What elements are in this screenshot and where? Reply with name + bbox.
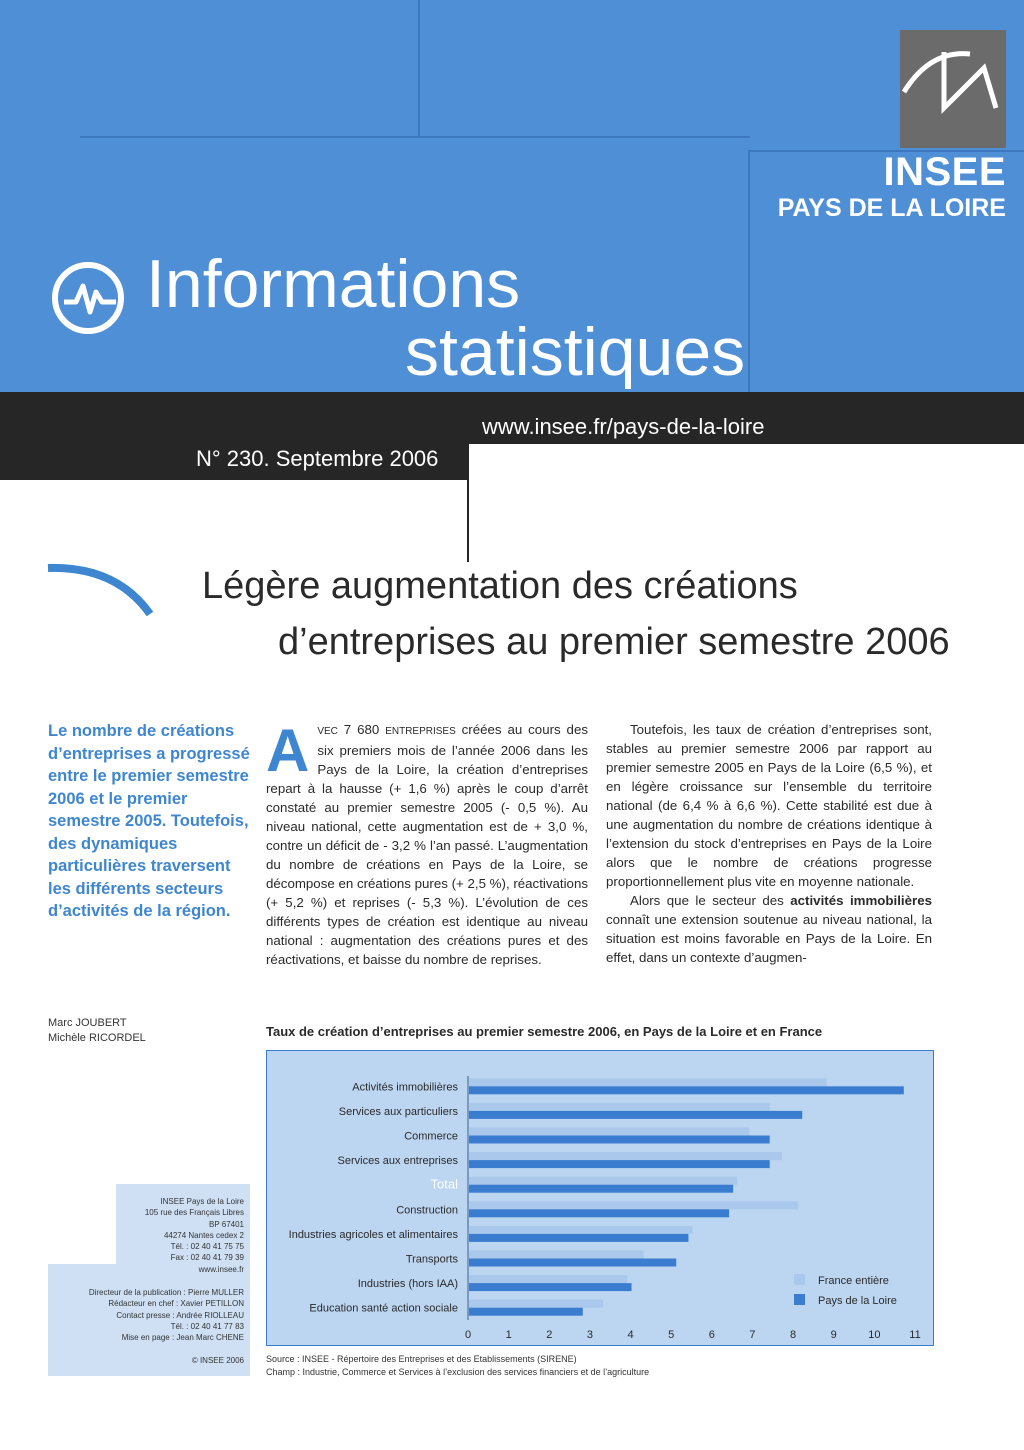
bar-france <box>469 1275 627 1283</box>
authors <box>48 1016 146 1046</box>
bar-pays-de-la-loire <box>469 1308 583 1316</box>
header-fold-line <box>748 150 750 392</box>
bold-term: activités immobilières <box>790 893 932 908</box>
x-tick-label: 7 <box>749 1329 756 1341</box>
category-label: Education santé action sociale <box>309 1302 458 1315</box>
body-text: Alors que le secteur des <box>630 893 791 908</box>
paragraph <box>606 891 932 967</box>
category-label: Activités immobilières <box>352 1081 458 1094</box>
address-block <box>145 1196 244 1275</box>
legend-label: France entière <box>818 1275 889 1287</box>
legend-label: Pays de la Loire <box>818 1295 897 1307</box>
category-label: Services aux entreprises <box>337 1155 458 1168</box>
bar-pays-de-la-loire <box>469 1136 770 1144</box>
category-label: Industries (hors IAA) <box>357 1278 458 1291</box>
body-text: connaît une extension soutenue au niveau national, la situation est moins favorable en Pays de la Loire. En effet, dans un contexte d’augmen- <box>606 912 932 965</box>
x-tick-label: 2 <box>546 1329 553 1341</box>
x-tick-label: 1 <box>505 1329 512 1341</box>
bar-france <box>469 1103 770 1111</box>
bar-pays-de-la-loire <box>469 1283 632 1291</box>
drop-cap: A <box>266 717 310 784</box>
category-label: Total <box>430 1176 458 1192</box>
chart-title: Taux de création d’entreprises au premier semestre 2006, en Pays de la Loire et en France <box>266 1024 823 1039</box>
x-tick-label: 4 <box>627 1329 634 1341</box>
bar-france <box>469 1152 782 1160</box>
author: Marc JOUBERT <box>48 1017 127 1029</box>
body-text: 7 680 <box>337 722 386 737</box>
category-label: Industries agricoles et alimentaires <box>288 1228 458 1241</box>
bar-pays-de-la-loire <box>469 1259 676 1267</box>
org-name: INSEE <box>883 150 1006 194</box>
insee-logo-icon <box>900 30 1006 148</box>
x-tick-label: 8 <box>790 1329 797 1341</box>
address-line: 105 rue des Français Libres <box>144 1208 244 1218</box>
issue-number: N° 230. Septembre 2006 <box>196 446 439 471</box>
bar-pays-de-la-loire <box>469 1209 729 1217</box>
credit-line: Tél. : 02 40 41 77 83 <box>170 1321 244 1331</box>
pulse-circle-icon <box>50 260 132 336</box>
small-caps-text: ENTREPRISES <box>385 726 456 737</box>
x-tick-label: 6 <box>708 1329 715 1341</box>
credit-line: Directeur de la publication : Pierre MULLER <box>88 1288 244 1297</box>
bar-chart <box>266 1050 934 1346</box>
arc-decoration-icon <box>46 558 156 620</box>
paragraph: Toutefois, les taux de création d’entreprises sont, stables au premier semestre 2006 par rapport au premier semestre 2005 en Pays de la Loire (6,5 %), et en légère croissance sur l’ensemble du territoire national (de 6,4 % à 6,6 %). Cette stabilité est due à une augmentation du nombre de créations identique à l’extension du stock d’entreprises en Pays de la Loire alors que le nombre de créations progresse proportionnellement plus vite en moyenne nationale. <box>606 722 932 889</box>
bar-france <box>469 1251 644 1259</box>
bar-france <box>469 1078 827 1086</box>
header-fold-line <box>418 0 420 136</box>
address-line: BP 67401 <box>209 1219 244 1229</box>
address-line: Fax : 02 40 41 79 39 <box>170 1253 244 1263</box>
x-tick-label: 3 <box>586 1329 593 1341</box>
category-label: Construction <box>396 1204 458 1217</box>
x-tick-label: 0 <box>464 1329 472 1341</box>
copyright: © INSEE 2006 <box>191 1356 244 1365</box>
lead-paragraph: Le nombre de créations d’entreprises a progressé entre le premier semestre 2006 et le premier semestre 2005. Toutefois, des dynamiques particulières traversent les différents secteurs d’activités de la région. <box>48 722 250 920</box>
bar-pays-de-la-loire <box>469 1234 688 1242</box>
article-column-2 <box>606 720 932 967</box>
bar-pays-de-la-loire <box>469 1086 904 1094</box>
headline-line1: Légère augmentation des créations <box>202 565 798 607</box>
x-tick-label: 10 <box>868 1329 881 1341</box>
legend-swatch-france <box>794 1274 805 1285</box>
address-line: Tél. : 02 40 41 75 75 <box>170 1242 244 1252</box>
region-name: PAYS DE LA LOIRE <box>777 194 1006 222</box>
website-link[interactable]: www.insee.fr/pays-de-la-loire <box>482 414 765 439</box>
category-label: Services aux particuliers <box>338 1105 458 1118</box>
header-fold-line <box>80 136 750 138</box>
bar-pays-de-la-loire <box>469 1185 733 1193</box>
divider-line <box>467 444 469 562</box>
insee-logo <box>900 30 1006 148</box>
credits-block <box>89 1287 244 1343</box>
publication-title-line2: statistiques <box>405 314 746 390</box>
legend-swatch-pdl <box>794 1294 805 1305</box>
bar-france <box>469 1226 693 1234</box>
address-line: INSEE Pays de la Loire <box>160 1197 244 1206</box>
address-line[interactable]: www.insee.fr <box>198 1264 244 1274</box>
small-caps-text: VEC <box>317 726 338 737</box>
address-line: 44274 Nantes cedex 2 <box>163 1230 244 1240</box>
x-tick-label: 11 <box>909 1329 921 1341</box>
credit-line: Rédacteur en chef : Xavier PETILLON <box>108 1299 244 1309</box>
category-label: Commerce <box>404 1130 458 1143</box>
x-tick-label: 9 <box>830 1329 837 1341</box>
bar-france <box>469 1128 749 1136</box>
bar-pays-de-la-loire <box>469 1160 770 1168</box>
credit-line: Mise en page : Jean Marc CHENE <box>121 1333 244 1343</box>
bar-france <box>469 1201 798 1209</box>
chart-source: Source : INSEE - Répertoire des Entreprises et des Etablissements (SIRENE) <box>266 1354 577 1364</box>
bar-france <box>469 1177 737 1185</box>
bar-pays-de-la-loire <box>469 1111 802 1119</box>
article-column-1 <box>266 717 589 969</box>
chart-scope: Champ : Industrie, Commerce et Services à l’exclusion des services financiers et de l’agriculture <box>266 1367 650 1377</box>
category-label: Transports <box>405 1253 458 1266</box>
x-tick-label: 5 <box>668 1329 675 1341</box>
headline-line2: d’entreprises au premier semestre 2006 <box>278 621 950 663</box>
body-text: créées au cours des six premiers mois de l’année 2006 dans les Pays de la Loire, la création d’entreprises repart à la hausse (+ 1,6 %) après le coup d’arrêt constaté au premier semestre 2005 (- 0,5 %). Au niveau national, cette augmentation est de + 3,0 %, contre un déficit de - 3,2 % l’an passé. L’augmentation du nombre de créations en Pays de la Loire, se décompose en créations pures (+ 2,5 %), réactivations (+ 5,2 %) et reprises (- 5,3 %). L’évolution de ces différents types de création est identique au niveau national : augmentation des créations pures et des réactivations, et baisse du nombre de reprises. <box>266 722 589 967</box>
credit-line: Contact presse : Andrée RIOLLEAU <box>116 1310 244 1320</box>
publication-title-line1: Informations <box>146 246 521 322</box>
bar-france <box>469 1300 603 1308</box>
author: Michèle RICORDEL <box>48 1032 146 1044</box>
